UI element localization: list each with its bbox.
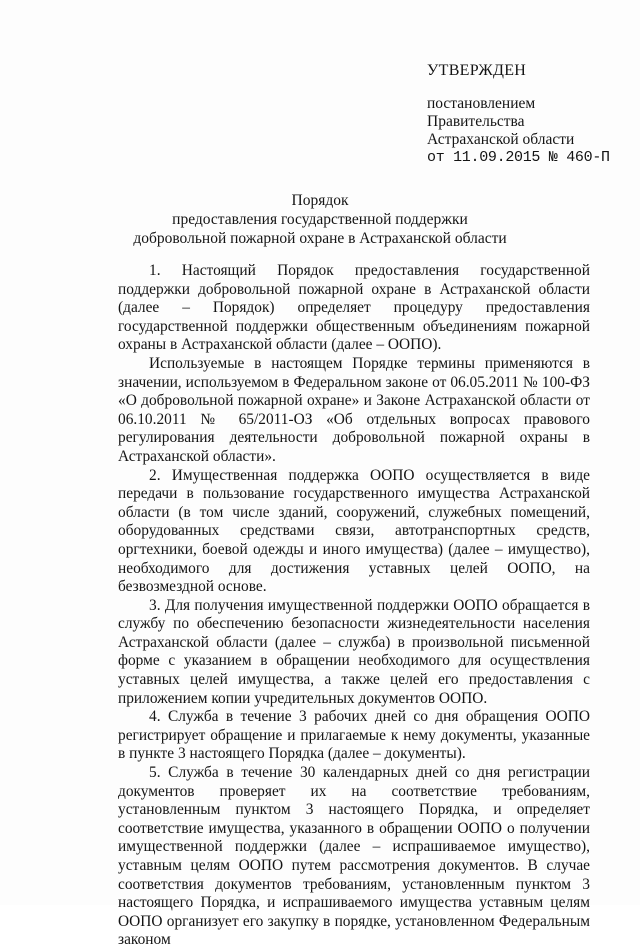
paragraph: 1. Настоящий Порядок предоставления государственной поддержки добровольной пожарной охране в Астраханской области (далее – Порядок) определяет процедуру предоставления государственной поддержки общественным объединениям пожарной охраны в Астраханской области (далее – ООПО). — [118, 262, 590, 354]
paragraph: 4. Служба в течение 3 рабочих дней со дня обращения ООПО регистрирует обращение и прилагаемые к нему документы, указанные в пункте 3 настоящего Порядка (далее – документы). — [118, 708, 590, 763]
approval-heading: УТВЕРЖДЕН — [427, 62, 527, 79]
approval-date: от 11.09.2015 № 460-П — [427, 149, 610, 166]
title-line: Порядок — [291, 192, 349, 209]
approval-line: Правительства — [427, 113, 525, 130]
document-title — [60, 191, 580, 248]
document-body — [118, 262, 590, 950]
paragraph: 5. Служба в течение 30 календарных дней со дня регистрации документов проверяет их на соответствие требованиям, установленным пунктом 3 настоящего Порядка, и определяет соответствие имущества, указанного в обращении ООПО о получении имущественной поддержки (далее – испрашиваемое имущество), уставным целям ООПО путем рассмотрения документов. В случае соответствия документов требованиям, установленным пунктом 3 настоящего Порядка, и испрашиваемого имущества уставным целям ООПО организует его закупку в порядке, установленном Федеральным законом — [118, 764, 590, 949]
paragraph: 3. Для получения имущественной поддержки ООПО обращается в службу по обеспечению безопасности жизнедеятельности населения Астраханской области (далее – служба) в произвольной письменной форме с указанием в обращении необходимого для осуществления уставных целей имущества, а также целей его предоставления с приложением копии учредительных документов ООПО. — [118, 596, 590, 707]
paragraph: Используемые в настоящем Порядке термины применяются в значении, используемом в Федеральном законе от 06.05.2011 № 100-ФЗ «О добровольной пожарной охране» и Законе Астраханской области от 06.10.2011 № 65/2011-ОЗ «Об отдельных вопросах правового регулирования деятельности добровольной пожарной охраны в Астраханской области». — [118, 354, 590, 465]
approval-stamp — [427, 62, 610, 167]
approval-line: Астраханской области — [427, 131, 575, 148]
title-line: предоставления государственной поддержки — [172, 211, 468, 228]
title-line: добровольной пожарной охране в Астраханской области — [133, 230, 507, 247]
paragraph: 2. Имущественная поддержка ООПО осуществляется в виде передачи в пользование государственного имущества Астраханской области (в том числе зданий, сооружений, служебных помещений, оборудованных средствами связи, автотранспортных средств, оргтехники, боевой одежды и иного имущества) (далее – имущество), необходимого для достижения уставных целей ООПО, на безвозмездной основе. — [118, 466, 590, 596]
approval-line: постановлением — [427, 95, 536, 112]
